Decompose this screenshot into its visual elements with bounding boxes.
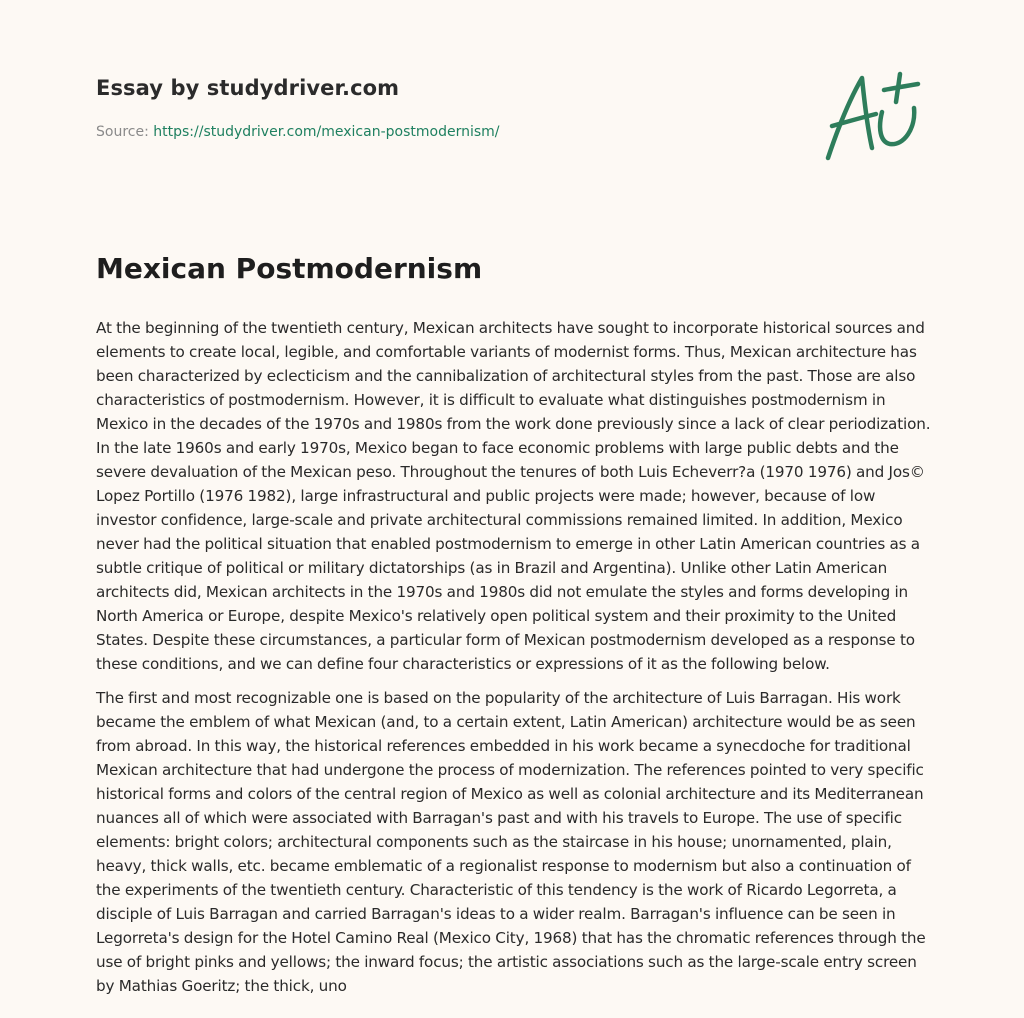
a-plus-icon — [818, 64, 928, 164]
source-line — [96, 124, 500, 140]
source-label: Source: — [96, 124, 149, 140]
essay-title: Mexican Postmodernism — [96, 252, 483, 285]
brand-title: Essay by studydriver.com — [96, 76, 400, 100]
essay-paragraph: At the beginning of the twentieth century, Mexican architects have sought to incorporate historical sources and elements to create local, legible, and comfortable variants of modernist forms. Thus, Mexican architecture has been characterized by eclecticism and the cannibalization of architectural styles from the past. Those are also characteristics of postmodernism. However, it is difficult to evaluate what distinguishes postmodernism in Mexico in the decades of the 1970s and 1980s from the work done previously since a lack of clear periodization. In the late 1960s and early 1970s, Mexico began to face economic problems with large public debts and the severe devaluation of the Mexican peso. Throughout the tenures of both Luis Echeverr?a (1970 1976) and Jos© Lopez Portillo (1976 1982), large infrastructural and public projects were made; however, because of low investor confidence, large-scale and private architectural commissions remained limited. In addition, Mexico never had the political situation that enabled postmodernism to emerge in other Latin American countries as a subtle critique of political or military dictatorships (as in Brazil and Argentina). Unlike other Latin American architects did, Mexican architects in the 1970s and 1980s did not emulate the styles and forms developing in North America or Europe, despite Mexico's relatively open political system and their proximity to the United States. Despite these circumstances, a particular form of Mexican postmodernism developed as a response to these conditions, and we can define four characteristics or expressions of it as the following below. — [96, 319, 931, 673]
source-link[interactable]: https://studydriver.com/mexican-postmodernism/ — [153, 124, 500, 140]
essay-body — [96, 316, 932, 1008]
essay-paragraph: The first and most recognizable one is based on the popularity of the architecture of Luis Barragan. His work became the emblem of what Mexican (and, to a certain extent, Latin American) architecture would be as seen from abroad. In this way, the historical references embedded in his work became a synecdoche for traditional Mexican architecture that had undergone the process of modernization. The references pointed to very specific historical forms and colors of the central region of Mexico as well as colonial architecture and its Mediterranean nuances all of which were associated with Barragan's past and with his travels to Europe. The use of specific elements: bright colors; architectural components such as the staircase in his house; unornamented, plain, heavy, thick walls, etc. became emblematic of a regionalist response to modernism but also a continuation of the experiments of the twentieth century. Characteristic of this tendency is the work of Ricardo Legorreta, a disciple of Luis Barragan and carried Barragan's ideas to a wider realm. Barragan's influence can be seen in Legorreta's design for the Hotel Camino Real (Mexico City, 1968) that has the chromatic references through the use of bright pinks and yellows; the inward focus; the artistic associations such as the large-scale entry screen by Mathias Goeritz; the thick, uno — [96, 689, 926, 995]
